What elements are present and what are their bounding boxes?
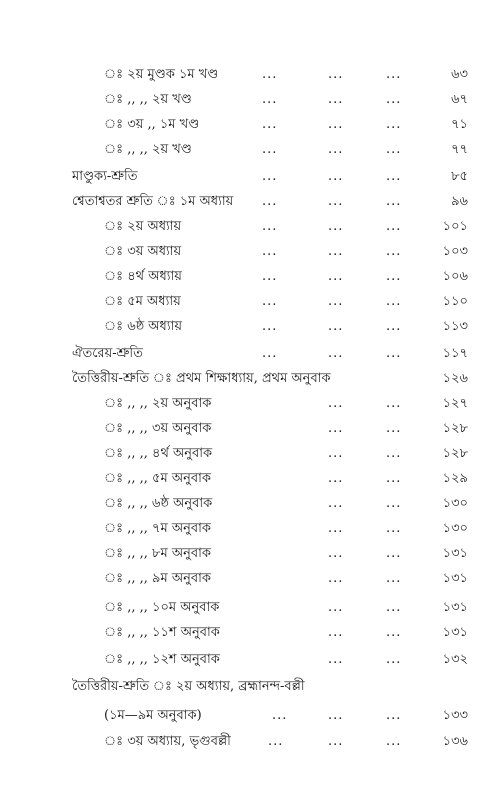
toc-leader: ... — [386, 496, 402, 511]
toc-leader: ... — [262, 219, 278, 234]
toc-page-number: ১৩৬ — [442, 734, 468, 749]
toc-page-number: ১৩০ — [442, 521, 468, 536]
toc-entry-title: ঃ ৩য় অধ্যায়, ভৃগুবল্লী — [104, 734, 231, 749]
toc-row — [0, 676, 493, 698]
toc-leader: ... — [328, 446, 344, 461]
toc-row — [0, 649, 493, 671]
toc-leader: ... — [386, 421, 402, 436]
toc-entry-title: ঃ ,, ,, ৫ম অনুবাক — [104, 471, 211, 486]
toc-entry-title: মাণ্ডুক্য-শ্রুতি — [72, 169, 138, 184]
toc-leader: ... — [386, 67, 402, 82]
toc-entry-title: ঃ ,, ,, ১২শ অনুবাক — [104, 652, 220, 667]
toc-page-number: ১৩০ — [442, 496, 468, 511]
toc-page-number: ১২৭ — [442, 396, 468, 411]
toc-leader: ... — [386, 319, 402, 334]
toc-leader: ... — [328, 652, 344, 667]
toc-leader: ... — [386, 194, 402, 209]
toc-page-number: ১২৯ — [442, 471, 468, 486]
toc-page-number: ১০১ — [442, 219, 468, 234]
toc-leader: ... — [386, 219, 402, 234]
toc-leader: ... — [328, 319, 344, 334]
toc-row — [0, 568, 493, 590]
toc-leader: ... — [328, 521, 344, 536]
toc-row — [0, 191, 493, 213]
toc-entry-title: ঃ ২য় অধ্যায় — [104, 219, 182, 234]
toc-leader: ... — [268, 734, 284, 749]
toc-leader: ... — [386, 346, 402, 361]
toc-leader: ... — [386, 652, 402, 667]
toc-leader: ... — [328, 219, 344, 234]
toc-leader: ... — [386, 92, 402, 107]
toc-row — [0, 705, 493, 727]
toc-page-number: ১১৩ — [442, 319, 468, 334]
toc-leader: ... — [328, 734, 344, 749]
toc-page-number: ৮৫ — [451, 169, 468, 184]
toc-leader: ... — [386, 546, 402, 561]
toc-page-number: ৭১ — [451, 117, 468, 132]
toc-entry-title: ঃ ৫ম অধ্যায় — [104, 294, 181, 309]
toc-leader: ... — [328, 546, 344, 561]
toc-leader: ... — [386, 446, 402, 461]
toc-leader: ... — [328, 92, 344, 107]
toc-row — [0, 114, 493, 136]
toc-leader: ... — [328, 194, 344, 209]
toc-row — [0, 368, 493, 390]
toc-leader: ... — [386, 294, 402, 309]
toc-entry-title: ঃ ,, ,, ৭ম অনুবাক — [104, 521, 211, 536]
toc-entry-title: ঃ ৬ষ্ঠ অধ্যায় — [104, 319, 183, 334]
toc-row — [0, 418, 493, 440]
toc-row — [0, 266, 493, 288]
toc-entry-title: ঃ ৩য় অধ্যায় — [104, 244, 182, 259]
toc-page-number: ১৩১ — [442, 571, 468, 586]
toc-entry-title: ঃ ,, ,, ৩য় অনুবাক — [104, 421, 212, 436]
toc-page-number: ১২৮ — [442, 446, 468, 461]
toc-page-number: ১০৬ — [442, 269, 468, 284]
toc-leader: ... — [386, 471, 402, 486]
toc-entry-title: ঃ ,, ,, ১১শ অনুবাক — [104, 625, 220, 640]
toc-row — [0, 393, 493, 415]
toc-row — [0, 493, 493, 515]
toc-row — [0, 622, 493, 644]
toc-entry-title: ঃ ,, ,, ১০ম অনুবাক — [104, 600, 220, 615]
toc-leader: ... — [262, 319, 278, 334]
toc-row — [0, 89, 493, 111]
toc-leader: ... — [328, 708, 344, 723]
toc-leader: ... — [328, 346, 344, 361]
toc-entry-title: ঃ ৪র্থ অধ্যায় — [104, 269, 182, 284]
toc-entry-title: ঃ ,, ,, ৮ম অনুবাক — [104, 546, 211, 561]
toc-leader: ... — [262, 294, 278, 309]
toc-leader: ... — [262, 346, 278, 361]
toc-page-number: ১৩২ — [442, 652, 468, 667]
toc-entry-title: (১ম—৯ম অনুবাক) — [104, 708, 202, 723]
toc-page-number: ৭৭ — [451, 142, 468, 157]
toc-leader: ... — [328, 244, 344, 259]
toc-entry-title: ঃ ২য় মুণ্ডক ১ম খণ্ড — [104, 67, 219, 82]
toc-leader: ... — [328, 421, 344, 436]
toc-leader: ... — [386, 117, 402, 132]
toc-leader: ... — [328, 269, 344, 284]
toc-leader: ... — [328, 625, 344, 640]
toc-leader: ... — [328, 396, 344, 411]
toc-leader: ... — [328, 496, 344, 511]
toc-entry-title: ঃ ,, ,, ৯ম অনুবাক — [104, 571, 211, 586]
toc-row — [0, 543, 493, 565]
toc-row — [0, 166, 493, 188]
toc-row — [0, 468, 493, 490]
toc-entry-title: ঃ ,, ,, ২য় খণ্ড — [104, 142, 192, 157]
toc-entry-title: ঃ ,, ,, ৬ষ্ঠ অনুবাক — [104, 496, 213, 511]
toc-page-number: ১২৬ — [442, 371, 468, 386]
toc-leader: ... — [262, 169, 278, 184]
toc-leader: ... — [328, 600, 344, 615]
toc-leader: ... — [262, 269, 278, 284]
toc-row — [0, 64, 493, 86]
toc-leader: ... — [272, 708, 288, 723]
toc-page-number: ১১৭ — [442, 346, 468, 361]
toc-leader: ... — [386, 396, 402, 411]
toc-leader: ... — [328, 67, 344, 82]
toc-entry-title: ঃ ৩য় ,, ১ম খণ্ড — [104, 117, 200, 132]
toc-page-number: ১৩১ — [442, 600, 468, 615]
toc-leader: ... — [328, 169, 344, 184]
toc-leader: ... — [262, 92, 278, 107]
toc-page-number: ৬৭ — [451, 92, 468, 107]
toc-row — [0, 443, 493, 465]
toc-leader: ... — [262, 67, 278, 82]
toc-page-number: ১২৮ — [442, 421, 468, 436]
toc-entry-title: তৈত্তিরীয়-শ্রুতি ঃ ২য় অধ্যায়, ব্রহ্মানন্দ-বল্লী — [72, 679, 305, 694]
toc-page-number: ১৩৩ — [442, 708, 468, 723]
toc-page-number: ৯৬ — [451, 194, 468, 209]
toc-leader: ... — [328, 571, 344, 586]
toc-entry-title: শ্বেতাশ্বতর শ্রুতি ঃ ১ম অধ্যায় — [72, 194, 234, 209]
toc-row — [0, 241, 493, 263]
toc-entry-title: ঐতরেয়-শ্রুতি — [72, 346, 143, 361]
toc-row — [0, 316, 493, 338]
toc-leader: ... — [386, 734, 402, 749]
toc-leader: ... — [386, 571, 402, 586]
toc-leader: ... — [262, 194, 278, 209]
toc-leader: ... — [386, 142, 402, 157]
toc-leader: ... — [262, 117, 278, 132]
toc-leader: ... — [262, 142, 278, 157]
toc-row — [0, 291, 493, 313]
toc-leader: ... — [386, 269, 402, 284]
toc-leader: ... — [386, 244, 402, 259]
toc-page-number: ১০৩ — [442, 244, 468, 259]
toc-leader: ... — [328, 142, 344, 157]
toc-leader: ... — [328, 117, 344, 132]
toc-leader: ... — [386, 521, 402, 536]
toc-page-number: ১৩১ — [442, 625, 468, 640]
toc-entry-title: ঃ ,, ,, ৪র্থ অনুবাক — [104, 446, 213, 461]
toc-leader: ... — [386, 625, 402, 640]
toc-row — [0, 216, 493, 238]
toc-leader: ... — [328, 471, 344, 486]
toc-row — [0, 139, 493, 161]
toc-page-number: ১১০ — [442, 294, 468, 309]
toc-row — [0, 518, 493, 540]
toc-leader: ... — [386, 600, 402, 615]
toc-row — [0, 343, 493, 365]
toc-page-number: ৬৩ — [451, 67, 468, 82]
toc-row — [0, 731, 493, 753]
toc-leader: ... — [386, 169, 402, 184]
toc-entry-title: ঃ ,, ,, ২য় অনুবাক — [104, 396, 212, 411]
toc-leader: ... — [386, 708, 402, 723]
toc-entry-title: তৈত্তিরীয়-শ্রুতি ঃ প্রথম শিক্ষাধ্যায়, প্রথম অনুবাক — [72, 371, 331, 386]
toc-leader: ... — [262, 244, 278, 259]
toc-row — [0, 597, 493, 619]
toc-page-number: ১৩১ — [442, 546, 468, 561]
toc-entry-title: ঃ ,, ,, ২য় খণ্ড — [104, 92, 192, 107]
toc-leader: ... — [328, 294, 344, 309]
